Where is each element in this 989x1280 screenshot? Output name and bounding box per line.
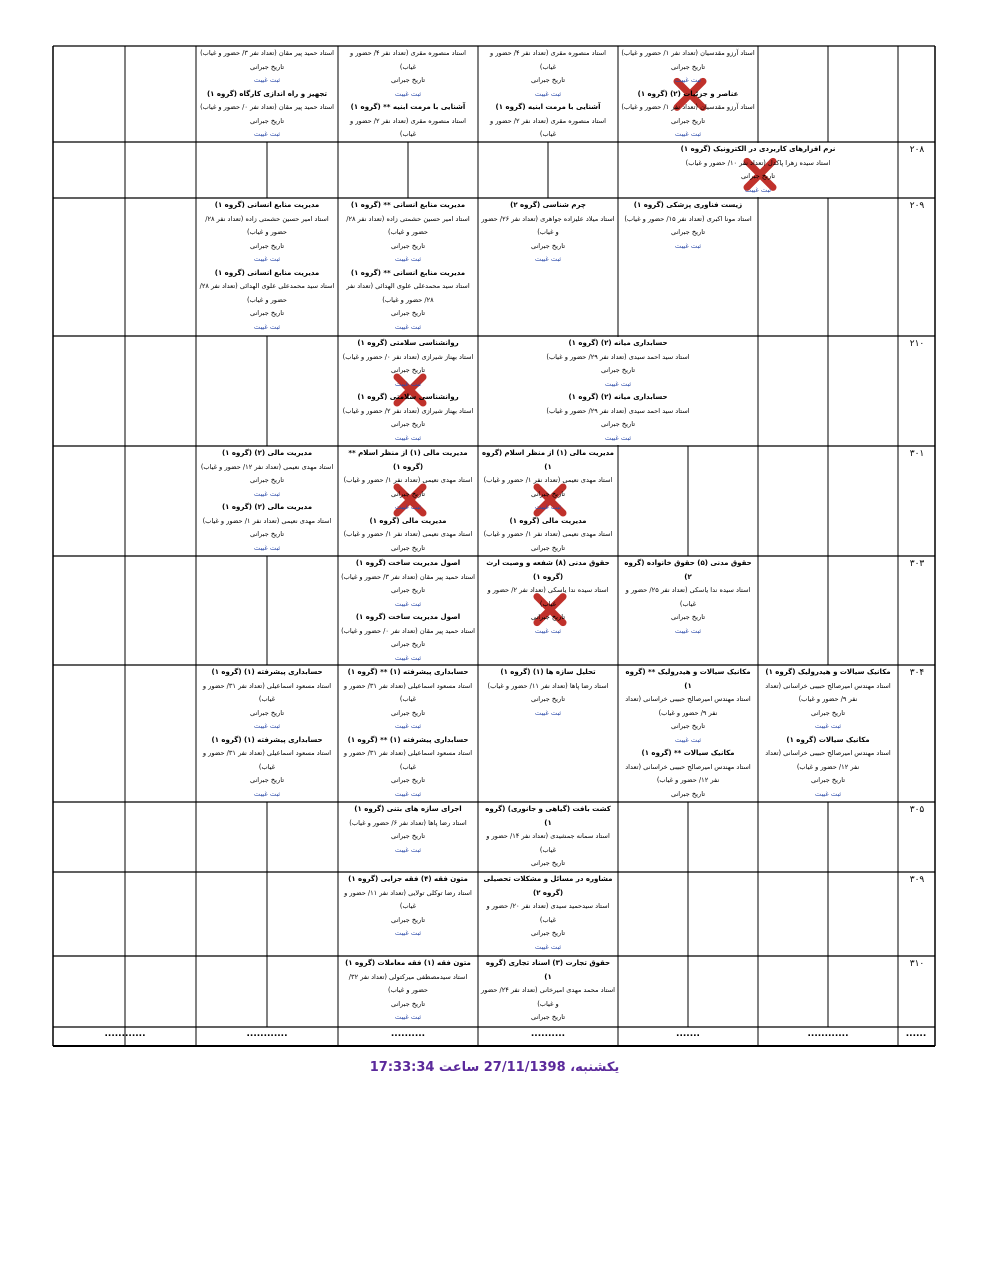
- course-detail: تاریخ جبرانی: [530, 613, 566, 621]
- course-detail: تاریخ جبرانی: [530, 929, 566, 937]
- course-title: اجرای سازه های بتنی (گروه ۱): [354, 805, 462, 813]
- course-detail: استاد منصوره مقری (تعداد نفر ۴/ حضور و غیاب): [350, 49, 466, 71]
- absence-link[interactable]: ثبت غیبت: [394, 929, 422, 937]
- course-detail: استاد مسعود اسماعیلی (تعداد نفر ۳۱/ حضور و غیاب): [202, 749, 332, 771]
- course-detail: تاریخ جبرانی: [249, 241, 285, 250]
- course-detail: تاریخ جبرانی: [530, 1013, 566, 1021]
- absence-link[interactable]: [481, 871, 615, 872]
- course-detail: تاریخ جبرانی: [249, 708, 285, 717]
- course-title: آشنایی با مرمت ابنیه (گروه ۱): [495, 103, 601, 111]
- absence-link[interactable]: ثبت غیبت: [394, 1013, 422, 1021]
- room-number: ۳۰۵: [909, 805, 925, 815]
- class-cell: [338, 666, 478, 801]
- course-title: مکانیک سیالات و هیدرولیک ** (گروه ۱): [625, 668, 751, 690]
- placeholder-dots: ............: [104, 1029, 146, 1039]
- course-detail: استاد سیده زهرا پاکدل (تعداد نفر ۱۰/ حضور و غیاب): [685, 158, 831, 167]
- course-title: حسابداری میانه (۲) (گروه ۱): [568, 393, 668, 401]
- class-cell: [618, 666, 758, 801]
- absence-link[interactable]: ثبت غیبت: [253, 130, 281, 138]
- course-detail: استاد بهناز شیرازی (تعداد نفر ۲/ حضور و غیاب): [342, 406, 474, 415]
- course-detail: استاد مهدی نعیمی (تعداد نفر ۱/ حضور و غیاب): [343, 476, 473, 484]
- course-detail: استاد امیر حسین حشمتی زاده (تعداد نفر ۲۸/ حضور و غیاب): [346, 214, 470, 236]
- absence-link[interactable]: ثبت غیبت: [534, 503, 562, 511]
- class-cell: [338, 447, 478, 555]
- absence-link[interactable]: ثبت غیبت: [394, 433, 422, 442]
- course-detail: استاد سیده ندا یاسکی (تعداد نفر ۲/ حضور و غیاب): [487, 586, 609, 608]
- course-detail: تاریخ جبرانی: [810, 776, 846, 784]
- course-title: کشت بافت (گیاهی و جانوری) (گروه ۱): [485, 805, 611, 827]
- course-title: آشنایی با مرمت ابنیه ** (گروه ۱): [350, 103, 466, 111]
- placeholder-dots: ......: [905, 1029, 927, 1039]
- course-detail: تاریخ جبرانی: [600, 420, 636, 428]
- course-detail: استاد سیده ندا یاسکی (تعداد نفر ۲۵/ حضور و غیاب): [625, 586, 751, 608]
- course-detail: تاریخ جبرانی: [810, 708, 846, 717]
- course-detail: استاد محمد مهدی امیرخانی (تعداد نفر ۲۴/ حضور و غیاب): [481, 986, 615, 1008]
- course-detail: تاریخ جبرانی: [390, 915, 426, 924]
- class-cell: [338, 199, 478, 335]
- class-cell: [338, 957, 478, 1026]
- room-number: ۲۰۹: [909, 201, 925, 211]
- course-detail: استاد مهندس امیرصالح حبیبی خراسانی (تعداد نفر ۹/ حضور و غیاب): [765, 681, 891, 703]
- course-title: اصول مدیریت ساخت (گروه ۱): [355, 613, 461, 621]
- course-title: مدیریت مالی (گروه ۱): [369, 516, 447, 525]
- class-cell: [758, 666, 898, 801]
- course-detail: تاریخ جبرانی: [530, 695, 566, 703]
- class-cell: [196, 199, 338, 335]
- absence-link[interactable]: ثبت غیبت: [394, 599, 422, 608]
- course-title: حسابداری پیشرفته (۱) (گروه ۱): [211, 668, 323, 676]
- course-detail: تاریخ جبرانی: [249, 62, 285, 71]
- class-cell: [196, 666, 338, 801]
- absence-link[interactable]: ثبت غیبت: [814, 722, 842, 730]
- class-cell: [478, 199, 618, 335]
- class-cell: [338, 873, 478, 955]
- course-detail: استاد سید محمدعلی علوی الهدائی (تعداد نفر ۲۸/ حضور و غیاب): [346, 282, 470, 304]
- course-title: حسابداری پیشرفته (۱) ** (گروه ۱): [347, 735, 469, 744]
- course-detail: تاریخ جبرانی: [249, 476, 285, 484]
- course-title: مشاوره در مسائل و مشکلات تحصیلی (گروه ۲): [483, 875, 613, 897]
- course-title: مدیریت مالی (گروه ۱): [509, 516, 587, 525]
- course-detail: تاریخ جبرانی: [390, 586, 426, 594]
- course-detail: استاد رضا پاها (تعداد نفر ۶/ حضور و غیاب): [349, 818, 467, 827]
- absence-link[interactable]: ثبت غیبت: [674, 626, 702, 635]
- course-detail: تاریخ جبرانی: [390, 543, 426, 552]
- absence-link[interactable]: ثبت غیبت: [534, 255, 562, 263]
- course-title: چرم شناسی (گروه ۲): [510, 201, 586, 209]
- placeholder-dots: ............: [246, 1029, 288, 1039]
- course-title: حقوق تجارت (۳) اسناد تجاری (گروه ۱): [485, 959, 611, 981]
- class-cell: [618, 143, 898, 197]
- course-title: مکانیک سیالات ** (گروه ۱): [641, 749, 735, 757]
- course-detail: استاد سید احمد سیدی (تعداد نفر ۲۹/ حضور و غیاب): [546, 352, 690, 361]
- course-title: متون فقه (۱) فقه معاملات (گروه ۱): [345, 959, 471, 967]
- absence-link[interactable]: ثبت غیبت: [253, 255, 281, 263]
- course-detail: تاریخ جبرانی: [530, 489, 566, 498]
- absence-link[interactable]: ثبت غیبت: [744, 185, 772, 194]
- course-detail: استاد آرزو مقدسیان (تعداد نفر ۱/ حضور و غیاب): [621, 103, 755, 111]
- class-cell: [618, 557, 758, 664]
- course-title: حقوق مدنی (۸) شفعه و وصیت ارث (گروه ۱): [486, 559, 610, 581]
- course-detail: استاد میلاد علیزاده جواهری (تعداد نفر ۲۶/ حضور و غیاب): [481, 214, 615, 236]
- course-title: حقوق مدنی (۵) حقوق خانواده (گروه ۲): [624, 559, 752, 581]
- course-detail: تاریخ جبرانی: [670, 116, 706, 125]
- course-detail: استاد مهندس امیرصالح حبیبی خراسانی (تعداد نفر ۱۲/ حضور و غیاب): [625, 762, 751, 784]
- course-title: حسابداری پیشرفته (۱) ** (گروه ۱): [347, 668, 469, 676]
- class-cell: [478, 447, 618, 555]
- course-detail: تاریخ جبرانی: [390, 241, 426, 250]
- course-detail: تاریخ جبرانی: [670, 722, 706, 730]
- room-number: ۲۰۸: [909, 145, 925, 155]
- class-cell: [478, 957, 618, 1026]
- absence-link[interactable]: ثبت غیبت: [394, 379, 422, 388]
- course-detail: استاد مونا اکبری (تعداد نفر ۱۵/ حضور و غیاب): [624, 214, 752, 223]
- course-title: حسابداری میانه (۲) (گروه ۱): [568, 339, 668, 347]
- absence-link[interactable]: ثبت غیبت: [674, 241, 702, 250]
- absence-link[interactable]: ثبت غیبت: [534, 942, 562, 951]
- room-number: ۳۰۹: [909, 875, 925, 885]
- placeholder-dots: ..........: [530, 1029, 566, 1039]
- course-detail: تاریخ جبرانی: [530, 543, 566, 552]
- absence-link[interactable]: ثبت غیبت: [394, 322, 422, 331]
- class-cell: [478, 666, 618, 801]
- class-cell: [478, 873, 618, 955]
- course-detail: تاریخ جبرانی: [390, 832, 426, 840]
- course-detail: استاد رضا پاها (تعداد نفر ۱۱/ حضور و غیاب): [487, 681, 609, 690]
- absence-link[interactable]: ثبت غیبت: [253, 789, 281, 798]
- course-title: مدیریت مالی (۲) (گروه ۱): [221, 449, 313, 457]
- absence-link[interactable]: ثبت غیبت: [814, 789, 842, 798]
- course-title: مدیریت مالی (۱) از منظر اسلام (گروه ۱): [481, 449, 614, 471]
- absence-link[interactable]: ثبت غیبت: [604, 379, 632, 388]
- absence-link[interactable]: ثبت غیبت: [534, 626, 562, 635]
- course-title: تجهیز و راه اندازی کارگاه (گروه ۱): [206, 89, 328, 98]
- course-detail: تاریخ جبرانی: [390, 366, 426, 374]
- course-detail: استاد مسعود اسماعیلی (تعداد نفر ۳۱/ حضور و غیاب): [202, 681, 332, 703]
- class-cell: [338, 337, 478, 445]
- course-detail: استاد منصوره مقری (تعداد نفر ۲/ حضور و غیاب): [490, 116, 606, 138]
- absence-link[interactable]: ثبت غیبت: [253, 76, 281, 84]
- absence-link[interactable]: ثبت غیبت: [604, 433, 632, 442]
- course-detail: تاریخ جبرانی: [390, 420, 426, 428]
- course-title: مکانیک سیالات و هیدرولیک (گروه ۱): [765, 668, 891, 676]
- absence-link[interactable]: ثبت غیبت: [674, 735, 702, 744]
- placeholder-dots: ..........: [390, 1029, 426, 1039]
- course-title: تحلیل سازه ها (۱) (گروه ۱): [500, 668, 596, 676]
- absence-link[interactable]: ثبت غیبت: [394, 653, 422, 662]
- course-detail: استاد حمید پیر مقان (تعداد نفر ۰/ حضور و غیاب): [341, 626, 475, 635]
- course-detail: تاریخ جبرانی: [390, 489, 426, 498]
- class-cell: [196, 47, 338, 141]
- course-detail: تاریخ جبرانی: [249, 309, 285, 317]
- course-detail: تاریخ جبرانی: [670, 789, 706, 798]
- absence-link[interactable]: ثبت غیبت: [253, 322, 281, 331]
- course-title: نرم افزارهای کاربردی در الکترونیک (گروه ۱): [680, 145, 836, 153]
- course-detail: استاد منصوره مقری (تعداد نفر ۲/ حضور و غیاب): [350, 116, 466, 138]
- absence-link[interactable]: ثبت غیبت: [534, 89, 562, 98]
- course-detail: استاد منصوره مقری (تعداد نفر ۴/ حضور و غیاب): [490, 49, 606, 71]
- course-title: مکانیک سیالات (گروه ۱): [786, 735, 870, 744]
- course-detail: استاد مهدی نعیمی (تعداد نفر ۱/ حضور و غیاب): [483, 530, 613, 538]
- absence-link[interactable]: [481, 1025, 615, 1027]
- absence-link[interactable]: ثبت غیبت: [534, 708, 562, 717]
- absence-link[interactable]: ثبت غیبت: [674, 130, 702, 138]
- course-detail: استاد سید احمد سیدی (تعداد نفر ۲۹/ حضور و غیاب): [546, 406, 690, 415]
- room-number: ۳۱۰: [909, 959, 925, 969]
- room-number: ۳۰۴: [909, 668, 925, 678]
- footer-datetime: یکشنبه، 27/11/1398 ساعت 17:33:34: [369, 1060, 620, 1075]
- course-detail: تاریخ جبرانی: [249, 116, 285, 125]
- room-number: ۳۰۳: [909, 559, 925, 569]
- absence-link[interactable]: ثبت غیبت: [394, 89, 422, 98]
- course-detail: استاد حمید پیر مقان (تعداد نفر ۳/ حضور و غیاب): [341, 572, 475, 581]
- placeholder-dots: ............: [807, 1029, 849, 1039]
- course-detail: تاریخ جبرانی: [249, 776, 285, 784]
- absence-link[interactable]: ثبت غیبت: [674, 76, 702, 84]
- course-title: مدیریت مالی (۲) (گروه ۱): [221, 503, 313, 511]
- course-detail: استاد مهندس امیرصالح حبیبی خراسانی (تعداد نفر ۹/ حضور و غیاب): [625, 695, 751, 717]
- course-detail: تاریخ جبرانی: [390, 776, 426, 784]
- class-cell: [196, 447, 338, 555]
- course-title: روانشناسی سلامتی (گروه ۱): [357, 393, 459, 401]
- room-number: ۲۱۰: [909, 339, 925, 349]
- course-detail: تاریخ جبرانی: [740, 172, 776, 180]
- absence-link[interactable]: ثبت غیبت: [253, 489, 281, 498]
- course-detail: استاد آرزو مقدسیان (تعداد نفر ۱/ حضور و غیاب): [621, 49, 755, 57]
- course-title: مدیریت مالی (۱) از منظر اسلام ** (گروه ۱): [348, 449, 468, 471]
- course-detail: تاریخ جبرانی: [390, 76, 426, 84]
- course-title: مدیریت منابع انسانی (گروه ۱): [214, 268, 320, 277]
- course-detail: استاد سمانه جمشیدی (تعداد نفر ۱۴/ حضور و غیاب): [486, 832, 610, 854]
- course-detail: تاریخ جبرانی: [530, 241, 566, 250]
- class-cell: [618, 47, 758, 141]
- room-number: ۳۰۱: [909, 449, 925, 459]
- course-detail: استاد بهناز شیرازی (تعداد نفر ۰/ حضور و غیاب): [342, 352, 474, 361]
- course-detail: تاریخ جبرانی: [670, 613, 706, 621]
- course-detail: استاد حمید پیر مقان (تعداد نفر ۰/ حضور و غیاب): [200, 103, 334, 111]
- course-title: حسابداری پیشرفته (۱) (گروه ۱): [211, 735, 323, 744]
- course-title: مدیریت منابع انسانی ** (گروه ۱): [350, 201, 466, 209]
- class-cell: [338, 803, 478, 871]
- absence-link[interactable]: ثبت غیبت: [253, 722, 281, 730]
- course-detail: استاد رضا توکلی تولایی (تعداد نفر ۱۱/ حضور و غیاب): [344, 888, 472, 910]
- class-cell: [338, 47, 478, 141]
- course-detail: استاد سیدحمید سیدی (تعداد نفر ۲۰/ حضور و غیاب): [486, 902, 610, 924]
- course-detail: استاد امیر حسین حشمتی زاده (تعداد نفر ۲۸/ حضور و غیاب): [205, 214, 329, 236]
- absence-link[interactable]: ثبت غیبت: [394, 845, 422, 854]
- course-title: روانشناسی سلامتی (گروه ۱): [357, 339, 459, 347]
- course-detail: استاد سید محمدعلی علوی الهدائی (تعداد نفر ۲۸/ حضور و غیاب): [199, 282, 335, 304]
- absence-link[interactable]: ثبت غیبت: [253, 543, 281, 552]
- course-detail: تاریخ جبرانی: [390, 708, 426, 717]
- course-detail: استاد حمید پیر مقان (تعداد نفر ۳/ حضور و غیاب): [200, 49, 334, 57]
- class-cell: [478, 337, 758, 445]
- class-cell: [618, 199, 758, 335]
- course-detail: استاد مسعود اسماعیلی (تعداد نفر ۳۱/ حضور و غیاب): [343, 681, 473, 703]
- course-detail: استاد مهدی نعیمی (تعداد نفر ۱/ حضور و غیاب): [343, 530, 473, 538]
- course-detail: تاریخ جبرانی: [670, 62, 706, 71]
- absence-link[interactable]: ثبت غیبت: [394, 503, 422, 511]
- class-cell: [338, 557, 478, 664]
- course-title: اصول مدیریت ساخت (گروه ۱): [355, 559, 461, 567]
- course-detail: استاد مسعود اسماعیلی (تعداد نفر ۳۱/ حضور و غیاب): [343, 749, 473, 771]
- course-detail: استاد مهدی نعیمی (تعداد نفر ۱/ حضور و غیاب): [202, 516, 332, 525]
- course-detail: استاد سیدمصطفی میرکتولی (تعداد نفر ۳۲/ حضور و غیاب): [348, 972, 468, 994]
- absence-link[interactable]: ثبت غیبت: [394, 789, 422, 798]
- course-detail: استاد مهندس امیرصالح حبیبی خراسانی (تعداد نفر ۱۲/ حضور و غیاب): [765, 749, 891, 771]
- course-detail: تاریخ جبرانی: [600, 366, 636, 374]
- course-detail: تاریخ جبرانی: [670, 228, 706, 236]
- course-detail: تاریخ جبرانی: [390, 309, 426, 317]
- course-title: مدیریت منابع انسانی (گروه ۱): [214, 201, 320, 209]
- placeholder-dots: .......: [676, 1029, 700, 1039]
- course-detail: تاریخ جبرانی: [390, 640, 426, 648]
- course-detail: تاریخ جبرانی: [530, 859, 566, 867]
- course-detail: تاریخ جبرانی: [530, 76, 566, 84]
- class-cell: [478, 557, 618, 664]
- course-detail: استاد مهدی نعیمی (تعداد نفر ۱/ حضور و غیاب): [483, 476, 613, 484]
- absence-link[interactable]: ثبت غیبت: [394, 255, 422, 263]
- course-detail: استاد مهدی نعیمی (تعداد نفر ۱۲/ حضور و غیاب): [200, 462, 334, 471]
- course-title: عناصر و جزئیات (۲) (گروه ۱): [637, 89, 739, 98]
- absence-link[interactable]: ثبت غیبت: [394, 722, 422, 730]
- class-cell: [478, 47, 618, 141]
- course-detail: تاریخ جبرانی: [390, 999, 426, 1008]
- course-title: زیست فناوری پزشکی (گروه ۱): [633, 201, 743, 209]
- course-title: مدیریت منابع انسانی ** (گروه ۱): [350, 268, 466, 277]
- course-detail: تاریخ جبرانی: [249, 530, 285, 538]
- course-title: متون فقه (۴) فقه جزایی (گروه ۱): [348, 875, 468, 883]
- class-cell: [478, 803, 618, 871]
